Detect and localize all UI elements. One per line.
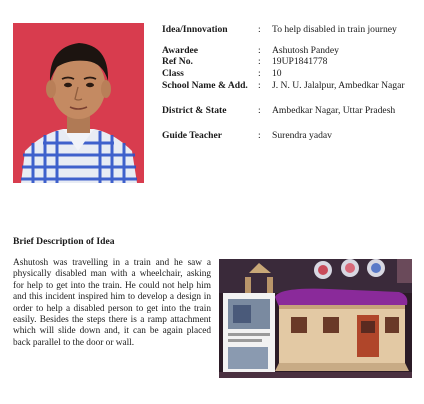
field-label: School Name & Add.	[162, 80, 248, 91]
field-value: Ashutosh Pandey	[272, 45, 339, 56]
project-photo	[219, 259, 412, 378]
field-separator: :	[258, 56, 261, 67]
field-value: Ambedkar Nagar, Uttar Pradesh	[272, 105, 396, 116]
description-text: Ashutosh was travelling in a train and he saw a physically disabled man with a wheelchair, asking for help to get into the train. He could not help him and this incident inspired him to develop a design in order to help a disabled person to get into the train easily. Besides the steps there is a ramp attachment which will slide down and, it can be again placed back parallel to the door or wall.	[13, 258, 211, 348]
field-label: District & State	[162, 105, 227, 116]
field-label: Awardee	[162, 45, 199, 56]
section-heading: Brief Description of Idea	[13, 236, 115, 247]
field-value: To help disabled in train journey	[272, 24, 397, 35]
awardee-photo	[13, 23, 144, 183]
field-value: 19UP1841778	[272, 56, 328, 67]
field-value: 10	[272, 68, 282, 79]
field-value: J. N. U. Jalalpur, Ambedkar Nagar	[272, 80, 405, 91]
field-value: Surendra yadav	[272, 130, 332, 141]
field-separator: :	[258, 45, 261, 56]
train-model-photo-icon	[219, 259, 412, 378]
field-separator: :	[258, 80, 261, 91]
field-separator: :	[258, 68, 261, 79]
idea-description	[13, 258, 211, 349]
student-portrait-icon	[13, 23, 144, 183]
field-separator: :	[258, 24, 261, 35]
field-label: Idea/Innovation	[162, 24, 228, 35]
field-separator: :	[258, 130, 261, 141]
field-label: Guide Teacher	[162, 130, 222, 141]
field-label: Class	[162, 68, 184, 79]
field-separator: :	[258, 105, 261, 116]
field-label: Ref No.	[162, 56, 193, 67]
